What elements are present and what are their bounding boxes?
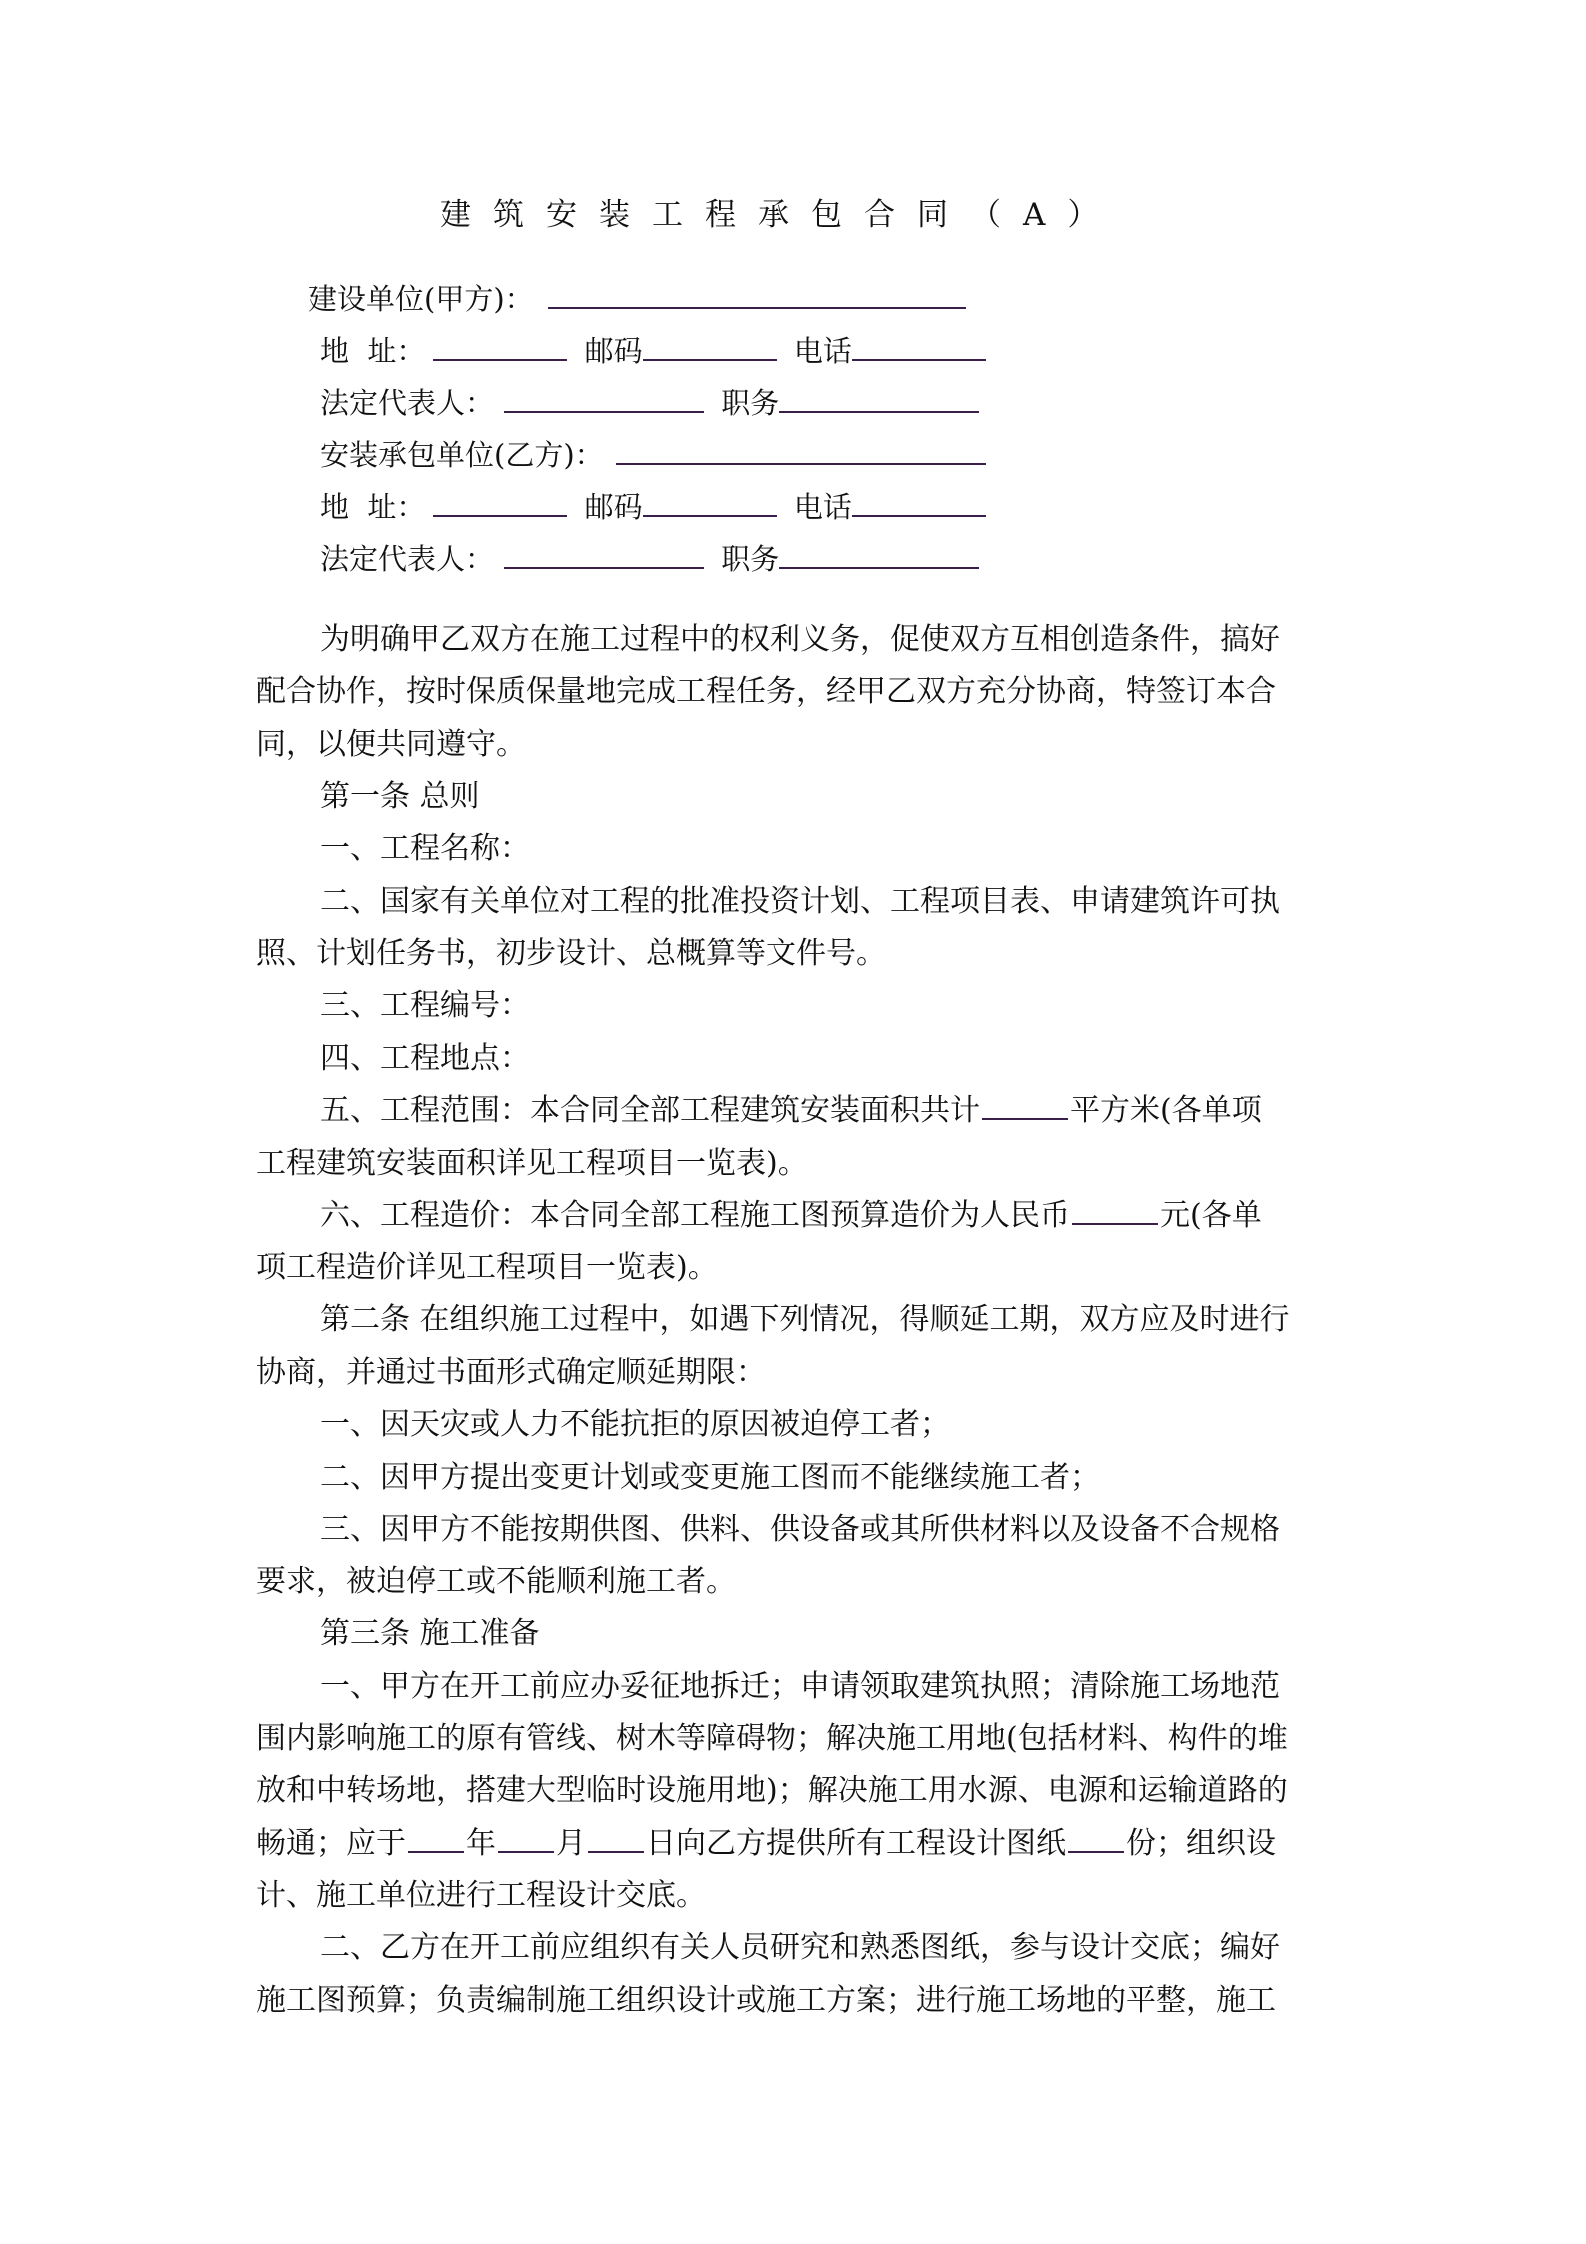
- year-blank-field[interactable]: [408, 1823, 464, 1853]
- party-b-postcode-field[interactable]: [643, 485, 777, 517]
- party-b-address-row: [320, 485, 986, 525]
- party-a-unit-field[interactable]: [548, 277, 966, 309]
- article-3-item-1-date-line: [256, 1822, 1346, 1866]
- copies-blank-field[interactable]: [1068, 1823, 1124, 1853]
- item-6-text-after: 元(各单: [1160, 1198, 1262, 1233]
- party-a-address-row: [320, 329, 986, 369]
- preamble-line: 配合协作，按时保质保量地完成工程任务，经甲乙双方充分协商，特签订本合: [256, 674, 1276, 709]
- party-b-legal-rep-label: 法定代表人：: [320, 542, 495, 576]
- item-5-text-before: 五、工程范围：本合同全部工程建筑安装面积共计: [320, 1093, 980, 1128]
- party-a-legal-rep-row: [320, 381, 979, 421]
- date-line-part-2: 年: [466, 1826, 496, 1861]
- article-3-item-1: 一、甲方在开工前应办妥征地拆迁；申请领取建筑执照；清除施工场地范: [320, 1669, 1280, 1704]
- article-1-item-6: [320, 1194, 1346, 1238]
- article-3-item-1-last: 计、施工单位进行工程设计交底。: [256, 1878, 706, 1913]
- party-b-position-label: 职务: [721, 542, 780, 576]
- article-2-item-3-cont: 要求，被迫停工或不能顺利施工者。: [256, 1564, 736, 1599]
- party-a-legal-rep-label: 法定代表人：: [320, 386, 495, 420]
- area-blank-field[interactable]: [982, 1090, 1068, 1120]
- contract-title: 建筑安装工程承包合同（A）: [440, 197, 1121, 233]
- preamble-line: 同，以便共同遵守。: [256, 727, 526, 762]
- party-a-unit-row: [308, 277, 966, 317]
- day-blank-field[interactable]: [588, 1823, 644, 1853]
- party-a-phone-label: 电话: [793, 334, 852, 368]
- item-5-text-after: 平方米(各单项: [1070, 1093, 1262, 1128]
- article-3-item-2-cont: 施工图预算；负责编制施工组织设计或施工方案；进行施工场地的平整，施工: [256, 1983, 1276, 2018]
- article-3-item-2: 二、乙方在开工前应组织有关人员研究和熟悉图纸，参与设计交底；编好: [320, 1930, 1280, 1965]
- price-blank-field[interactable]: [1072, 1195, 1158, 1225]
- party-a-postcode-label: 邮码: [584, 334, 643, 368]
- preamble-line: 为明确甲乙双方在施工过程中的权利义务，促使双方互相创造条件，搞好: [320, 622, 1280, 657]
- date-line-part-3: 月: [556, 1826, 586, 1861]
- party-b-phone-label: 电话: [793, 490, 852, 524]
- article-1-item-2: 二、国家有关单位对工程的批准投资计划、工程项目表、申请建筑许可执: [320, 884, 1280, 919]
- party-a-position-field[interactable]: [779, 381, 979, 413]
- article-1-item-1: 一、工程名称：: [320, 831, 530, 866]
- party-a-legal-rep-field[interactable]: [504, 381, 704, 413]
- article-2-item-2: 二、因甲方提出变更计划或变更施工图而不能继续施工者；: [320, 1460, 1100, 1495]
- party-b-legal-rep-field[interactable]: [504, 537, 704, 569]
- article-1-item-6-cont: 项工程造价详见工程项目一览表)。: [256, 1250, 718, 1285]
- party-b-unit-label: 安装承包单位(乙方)：: [320, 438, 604, 472]
- date-line-part-1: 畅通；应于: [256, 1826, 406, 1861]
- article-2-heading: 第二条 在组织施工过程中，如遇下列情况，得顺延工期，双方应及时进行: [320, 1302, 1290, 1337]
- item-6-text-before: 六、工程造价：本合同全部工程施工图预算造价为人民币: [320, 1198, 1070, 1233]
- party-a-position-label: 职务: [721, 386, 780, 420]
- month-blank-field[interactable]: [498, 1823, 554, 1853]
- article-1-item-3: 三、工程编号：: [320, 988, 530, 1023]
- party-b-unit-row: [320, 433, 986, 473]
- party-b-address-field[interactable]: [433, 485, 567, 517]
- article-2-heading-cont: 协商，并通过书面形式确定顺延期限：: [256, 1355, 766, 1390]
- party-b-postcode-label: 邮码: [584, 490, 643, 524]
- article-1-item-2-cont: 照、计划任务书，初步设计、总概算等文件号。: [256, 936, 886, 971]
- party-a-postcode-field[interactable]: [643, 329, 777, 361]
- party-b-position-field[interactable]: [779, 537, 979, 569]
- date-line-part-5: 份；组织设: [1126, 1826, 1276, 1861]
- party-b-address-label: 地 址：: [320, 490, 426, 524]
- party-a-unit-label: 建设单位(甲方)：: [308, 282, 534, 316]
- party-b-phone-field[interactable]: [852, 485, 986, 517]
- party-a-address-field[interactable]: [433, 329, 567, 361]
- article-2-item-3: 三、因甲方不能按期供图、供料、供设备或其所供材料以及设备不合规格: [320, 1512, 1280, 1547]
- article-1-item-5: [320, 1089, 1346, 1133]
- article-3-item-1-cont: 放和中转场地，搭建大型临时设施用地)；解决施工用水源、电源和运输道路的: [256, 1773, 1288, 1808]
- article-1-item-5-cont: 工程建筑安装面积详见工程项目一览表)。: [256, 1146, 808, 1181]
- party-b-unit-field[interactable]: [616, 433, 986, 465]
- article-3-item-1-cont: 围内影响施工的原有管线、树木等障碍物；解决施工用地(包括材料、构件的堆: [256, 1721, 1288, 1756]
- article-2-item-1: 一、因天灾或人力不能抗拒的原因被迫停工者；: [320, 1407, 950, 1442]
- article-1-heading: 第一条 总则: [320, 779, 480, 814]
- date-line-part-4: 日向乙方提供所有工程设计图纸: [646, 1826, 1066, 1861]
- party-b-legal-rep-row: [320, 537, 979, 577]
- article-1-item-4: 四、工程地点：: [320, 1041, 530, 1076]
- article-3-heading: 第三条 施工准备: [320, 1616, 540, 1651]
- party-a-phone-field[interactable]: [852, 329, 986, 361]
- party-a-address-label: 地 址：: [320, 334, 426, 368]
